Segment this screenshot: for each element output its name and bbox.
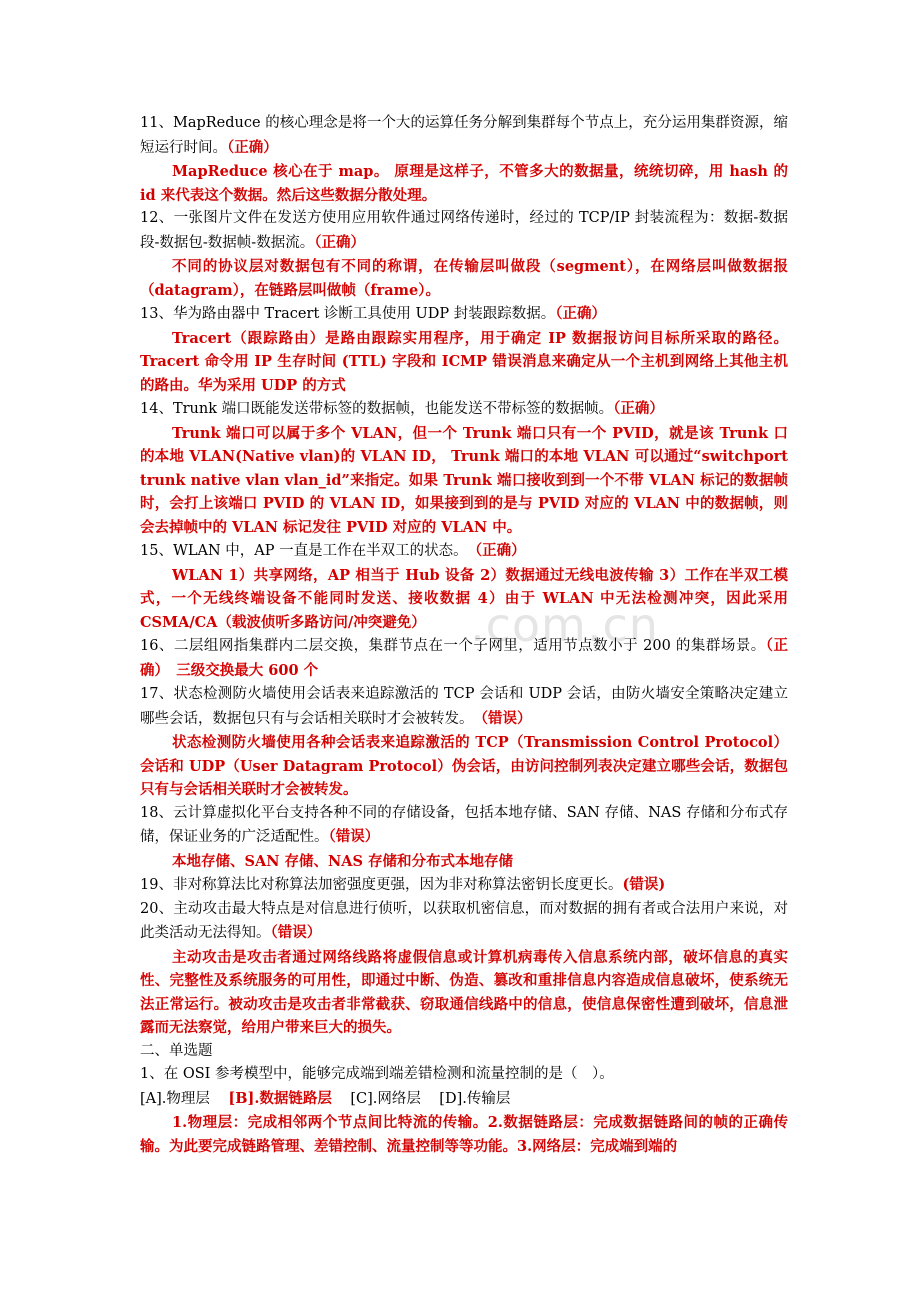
question-15: 15、WLAN 中，AP 一直是工作在半双工的状态。 （正确） <box>140 542 526 559</box>
verdict: （正确） <box>227 138 278 156</box>
explanation-15: WLAN 1）共享网络，AP 相当于 Hub 设备 2）数据通过无线电波传输 3）工作在半双工模式，一个无线终端设备不能同时发送、接收数据 4）由于 WLAN 中无法检测冲突，因此采用 CSMA/CA（载波侦听多路访问/冲突避免） <box>140 566 788 631</box>
question-14: 14、Trunk 端口既能发送带标签的数据帧，也能发送不带标签的数据帧。（正确） <box>140 400 664 417</box>
question-17: 17、状态检测防火墙使用会话表来追踪激活的 TCP 会话和 UDP 会话，由防火墙安全策略决定建立哪些会话，数据包只有与会话相关联时才会被转发。 （错误） <box>140 686 788 727</box>
explanation-11: MapReduce 核心在于 map。 原理是这样子，不管多大的数据量，统统切碎，用 hash 的 id 来代表这个数据。然后这些数据分散处理。 <box>140 163 788 204</box>
verdict: （正确） <box>613 400 664 417</box>
option-a: [A].物理层 <box>140 1090 210 1107</box>
verdict: （错误） <box>480 709 532 727</box>
verdict: （错误） <box>270 924 322 941</box>
watermark: .com.cn <box>470 598 659 652</box>
question-19: 19、非对称算法比对称算法加密强度更强，因为非对称算法密钥长度更长。(错误) <box>140 876 666 893</box>
verdict: （正确） <box>314 233 365 251</box>
question-20: 20、主动攻击最大特点是对信息进行侦听，以获取机密信息，而对数据的拥有者或合法用户来说，对此类活动无法得知。（错误） <box>140 900 788 941</box>
explanation-14: Trunk 端口可以属于多个 VLAN，但一个 Trunk 端口只有一个 PVID，就是该 Trunk 口的本地 VLAN(Native vlan)的 VLAN ID， Trunk 端口的本地 VLAN 可以通过“switchport trunk native vlan vlan_id”来指定。如果 Trunk 端口接收到到一个不带 VLAN 标记的数据帧时，会打上该端口 PVID 的 VLAN ID，如果接到到的是与 PVID 对应的 VLAN 中的数据帧，则会去掉帧中的 VLAN 标记发往 PVID 对应的 VLAN 中。 <box>140 424 788 536</box>
document-body <box>140 112 788 1158</box>
section-heading: 二、单选题 <box>140 1042 213 1059</box>
explanation-17: 状态检测防火墙使用各种会话表来追踪激活的 TCP（Transmission Control Protocol）会话和 UDP（User Datagram Protocol）伪会话，由访问控制列表决定建立哪些会话，数据包只有与会话相关联时才会被转发。 <box>140 734 788 798</box>
verdict: (错误) <box>622 876 666 893</box>
verdict: （正确） <box>140 637 789 679</box>
option-b: [B].数据链路层 <box>228 1089 332 1107</box>
verdict: （错误） <box>328 828 380 845</box>
option-c: [C].网络层 <box>350 1090 421 1107</box>
explanation-13: Tracert（跟踪路由）是路由跟踪实用程序，用于确定 IP 数据报访问目标所采取的路径。Tracert 命令用 IP 生存时间 (TTL) 字段和 ICMP 错误消息来确定从一个主机到网络上其他主机的路由。华为采用 UDP 的方式 <box>140 329 788 394</box>
mcq-explanation-1: 1.物理层：完成相邻两个节点间比特流的传输。2.数据链路层：完成数据链路间的帧的正确传输。为此要完成链路管理、差错控制、流量控制等等功能。3.网络层：完成端到端的 <box>140 1114 788 1155</box>
verdict: （正确） <box>474 542 526 559</box>
explanation-18: 本地存储、SAN 存储、NAS 存储和分布式本地存储 <box>172 852 514 870</box>
explanation-16: 三级交换最大 600 个 <box>176 661 319 679</box>
explanation-12: 不同的协议层对数据包有不同的称谓，在传输层叫做段（segment），在网络层叫做数据报（datagram），在链路层叫做帧（frame）。 <box>140 258 788 299</box>
question-11: 11、MapReduce 的核心理念是将一个大的运算任务分解到集群每个节点上，充分运用集群资源，缩短运行时间。（正确） <box>140 115 788 156</box>
question-18: 18、云计算虚拟化平台支持各种不同的存储设备，包括本地存储、SAN 存储、NAS 存储和分布式存储，保证业务的广泛适配性。（错误） <box>140 804 788 845</box>
mcq-question-1: 1、在 OSI 参考模型中，能够完成端到端差错检测和流量控制的是（ ）。 <box>140 1066 614 1082</box>
question-13: 13、华为路由器中 Tracert 诊断工具使用 UDP 封装跟踪数据。（正确） <box>140 305 606 322</box>
option-d: [D].传输层 <box>439 1090 511 1107</box>
explanation-20: 主动攻击是攻击者通过网络线路将虚假信息或计算机病毒传入信息系统内部，破坏信息的真实性、完整性及系统服务的可用性，即通过中断、伪造、篡改和重排信息内容造成信息破坏，使系统无法正常运行。被动攻击是攻击者非常截获、窃取通信线路中的信息，使信息保密性遭到破坏，信息泄露而无法察觉，给用户带来巨大的损失。 <box>140 948 788 1036</box>
verdict: （正确） <box>555 305 606 322</box>
question-12: 12、一张图片文件在发送方使用应用软件通过网络传递时，经过的 TCP/IP 封装流程为：数据-数据段-数据包-数据帧-数据流。（正确） <box>140 210 788 251</box>
mcq-options <box>140 1087 788 1112</box>
question-16: 16、二层组网指集群内二层交换，集群节点在一个子网里，适用节点数小于 200 的集群场景。（正确） 三级交换最大 600 个 <box>140 637 789 679</box>
